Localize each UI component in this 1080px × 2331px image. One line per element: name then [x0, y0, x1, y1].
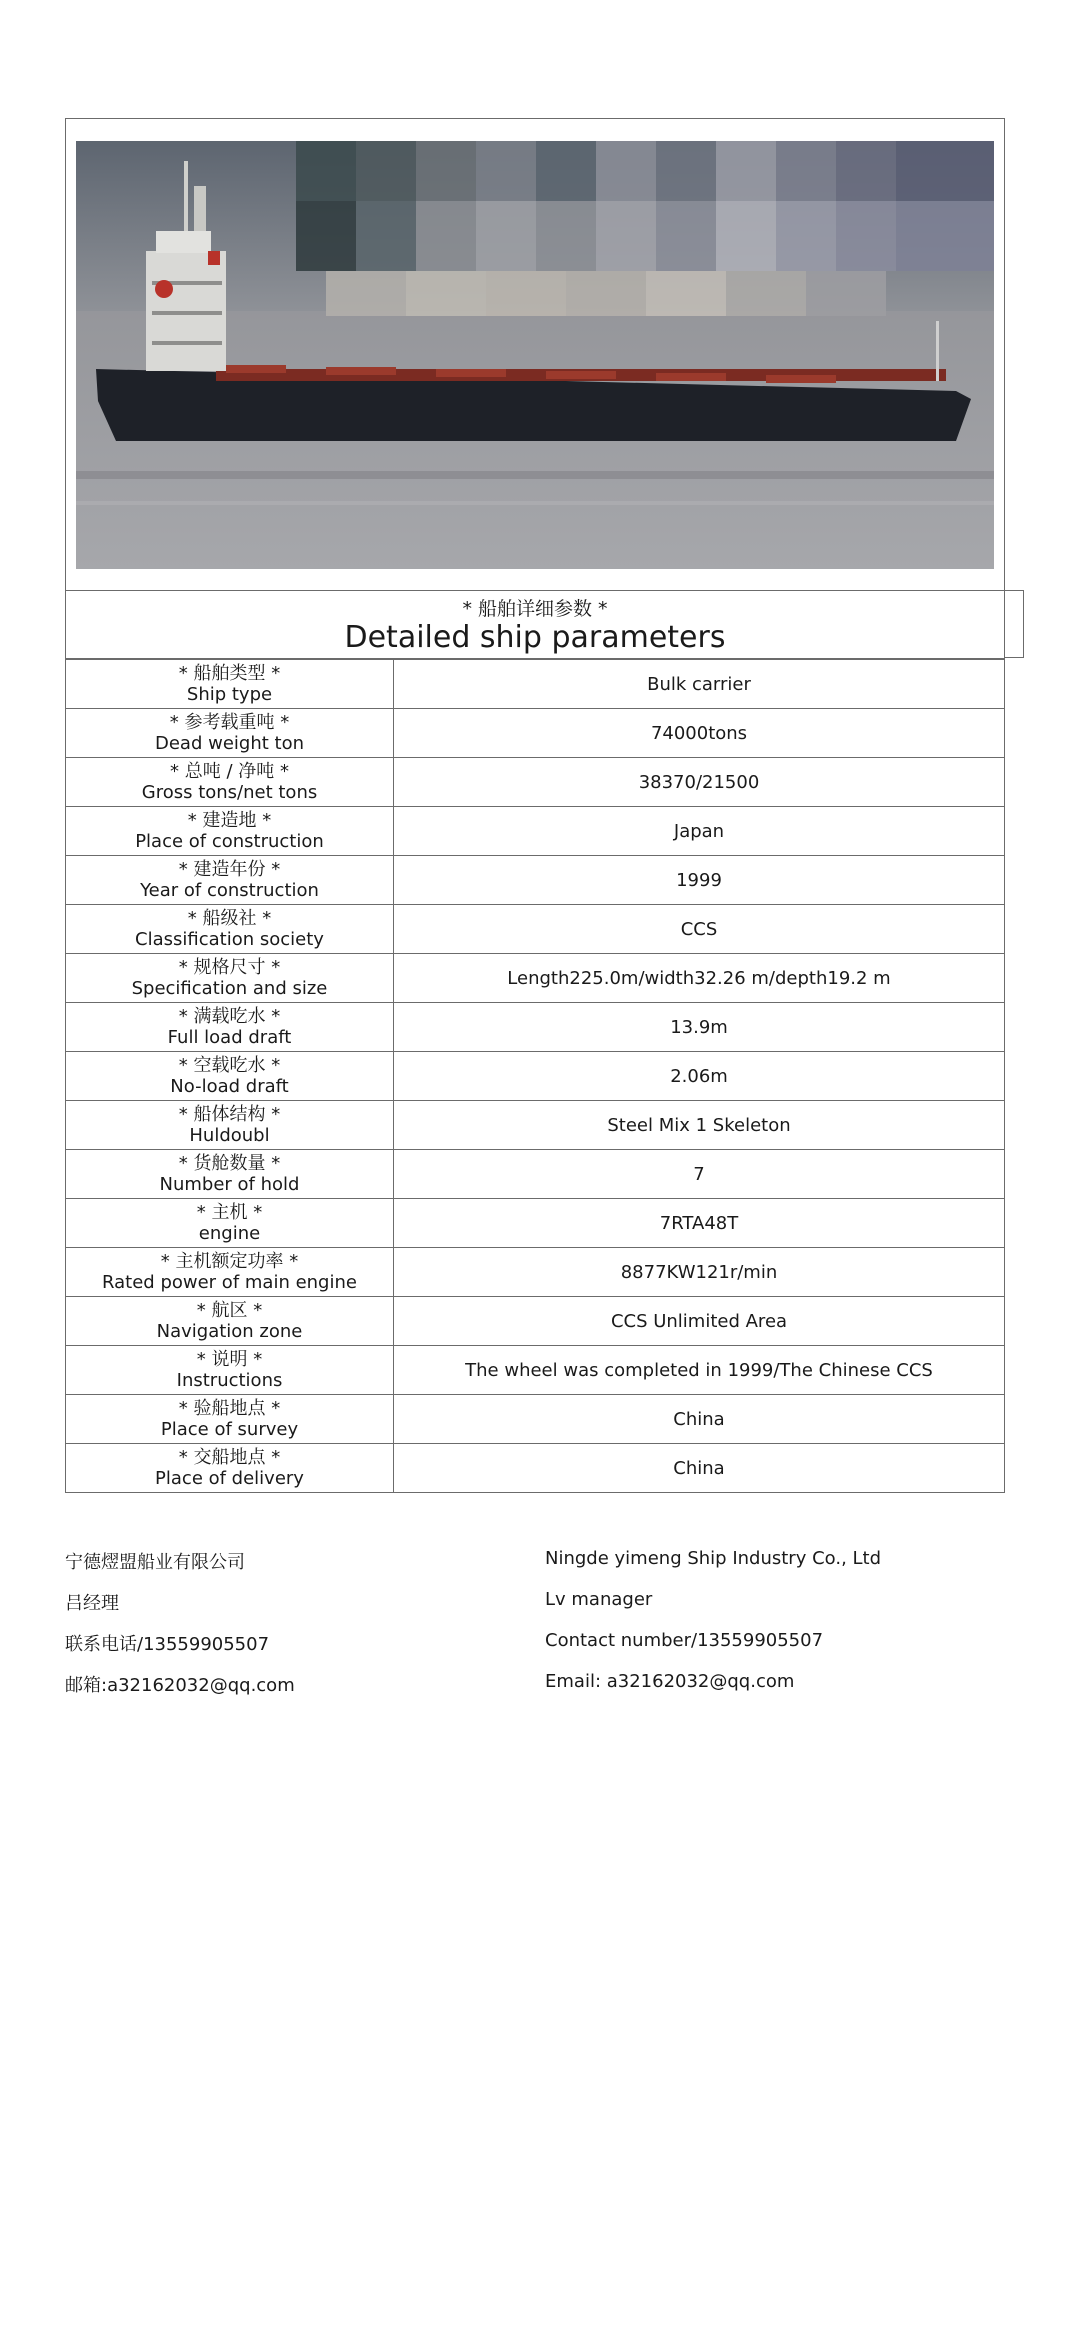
row-value: Steel Mix 1 Skeleton — [394, 1101, 1005, 1150]
label-en: Number of hold — [159, 1174, 300, 1195]
label-en: Classification society — [135, 929, 324, 950]
table-row — [66, 856, 1005, 905]
label-en: Place of delivery — [155, 1468, 304, 1489]
contact-row-company — [65, 1548, 1005, 1589]
row-value: China — [394, 1444, 1005, 1493]
row-value: 13.9m — [394, 1003, 1005, 1052]
row-label — [66, 758, 394, 807]
label-cn: * 满载吃水 * — [178, 1006, 281, 1027]
label-cn: * 船体结构 * — [178, 1104, 281, 1125]
row-label — [66, 1150, 394, 1199]
row-label — [66, 1052, 394, 1101]
row-label — [66, 807, 394, 856]
row-value: China — [394, 1395, 1005, 1444]
table-row — [66, 1346, 1005, 1395]
label-cn: * 主机 * — [196, 1202, 263, 1223]
label-en: Ship type — [186, 684, 273, 705]
row-value: The wheel was completed in 1999/The Chinese CCS — [394, 1346, 1005, 1395]
row-label — [66, 1003, 394, 1052]
label-en: Huldoubl — [189, 1125, 270, 1146]
table-row — [66, 1248, 1005, 1297]
table-row — [66, 1150, 1005, 1199]
label-en: Rated power of main engine — [102, 1272, 357, 1293]
table-row — [66, 807, 1005, 856]
label-cn: * 空载吃水 * — [178, 1055, 281, 1076]
label-en: Dead weight ton — [154, 733, 304, 754]
label-cn: * 规格尺寸 * — [178, 957, 281, 978]
label-cn: * 主机额定功率 * — [160, 1251, 299, 1272]
table-row — [66, 1101, 1005, 1150]
table-row — [66, 1003, 1005, 1052]
row-value: 74000tons — [394, 709, 1005, 758]
company-name-en: Ningde yimeng Ship Industry Co., Ltd — [545, 1548, 882, 1569]
row-value: 2.06m — [394, 1052, 1005, 1101]
label-en: engine — [198, 1223, 261, 1244]
company-name-cn: 宁德熤盟船业有限公司 — [65, 1552, 245, 1573]
row-value: Japan — [394, 807, 1005, 856]
email-en: Email: a32162032@qq.com — [545, 1671, 795, 1692]
row-label — [66, 954, 394, 1003]
label-cn: * 船级社 * — [187, 908, 272, 929]
phone-cn: 联系电话/13559905507 — [65, 1634, 270, 1655]
contact-row-manager — [65, 1589, 1005, 1630]
label-cn: * 建造地 * — [187, 810, 272, 831]
ship-parameter-sheet — [65, 118, 1005, 1493]
row-value: CCS Unlimited Area — [394, 1297, 1005, 1346]
table-row — [66, 1199, 1005, 1248]
label-cn: * 建造年份 * — [178, 859, 281, 880]
parameter-table — [65, 659, 1005, 1493]
row-label — [66, 1199, 394, 1248]
manager-cn: 吕经理 — [65, 1593, 119, 1614]
label-en: Place of construction — [135, 831, 324, 852]
row-value: Bulk carrier — [394, 660, 1005, 709]
row-value: Length225.0m/width32.26 m/depth19.2 m — [394, 954, 1005, 1003]
label-cn: * 总吨 / 净吨 * — [170, 761, 289, 782]
label-en: Instructions — [176, 1370, 283, 1391]
row-value: 8877KW121r/min — [394, 1248, 1005, 1297]
row-value: 38370/21500 — [394, 758, 1005, 807]
table-title — [65, 590, 1005, 659]
row-label — [66, 709, 394, 758]
table-row — [66, 660, 1005, 709]
label-cn: * 交船地点 * — [178, 1447, 281, 1468]
label-en: Place of survey — [160, 1419, 299, 1440]
table-row — [66, 1297, 1005, 1346]
label-cn: * 验船地点 * — [178, 1398, 281, 1419]
label-en: Navigation zone — [156, 1321, 303, 1342]
row-label — [66, 905, 394, 954]
photo-frame — [65, 118, 1005, 590]
phone-en: Contact number/13559905507 — [545, 1630, 824, 1651]
row-label — [66, 1444, 394, 1493]
contact-row-email — [65, 1671, 1005, 1712]
row-label — [66, 1101, 394, 1150]
label-en: Specification and size — [131, 978, 328, 999]
email-cn: 邮箱:a32162032@qq.com — [65, 1675, 295, 1696]
row-label — [66, 1346, 394, 1395]
row-label — [66, 660, 394, 709]
table-row — [66, 709, 1005, 758]
ship-photo-icon — [76, 141, 994, 569]
manager-en: Lv manager — [545, 1589, 653, 1610]
row-value: CCS — [394, 905, 1005, 954]
table-row — [66, 905, 1005, 954]
label-cn: * 货舱数量 * — [178, 1153, 281, 1174]
table-row — [66, 758, 1005, 807]
row-label — [66, 1395, 394, 1444]
table-row — [66, 954, 1005, 1003]
label-cn: * 说明 * — [196, 1349, 263, 1370]
label-en: Gross tons/net tons — [141, 782, 318, 803]
table-row — [66, 1395, 1005, 1444]
row-value: 7 — [394, 1150, 1005, 1199]
label-en: No-load draft — [170, 1076, 289, 1097]
table-row — [66, 1052, 1005, 1101]
title-cn: * 船舶详细参数 * — [462, 598, 608, 620]
title-border-extension — [1004, 590, 1024, 658]
row-value: 1999 — [394, 856, 1005, 905]
contact-section — [65, 1548, 1005, 1712]
row-label — [66, 1248, 394, 1297]
label-en: Year of construction — [140, 880, 319, 901]
label-cn: * 参考载重吨 * — [169, 712, 290, 733]
table-row — [66, 1444, 1005, 1493]
row-label — [66, 1297, 394, 1346]
row-value: 7RTA48T — [394, 1199, 1005, 1248]
label-en: Full load draft — [167, 1027, 292, 1048]
label-cn: * 航区 * — [196, 1300, 263, 1321]
contact-row-phone — [65, 1630, 1005, 1671]
ship-photo — [76, 141, 994, 569]
row-label — [66, 856, 394, 905]
title-en: Detailed ship parameters — [344, 620, 726, 655]
label-cn: * 船舶类型 * — [178, 663, 281, 684]
